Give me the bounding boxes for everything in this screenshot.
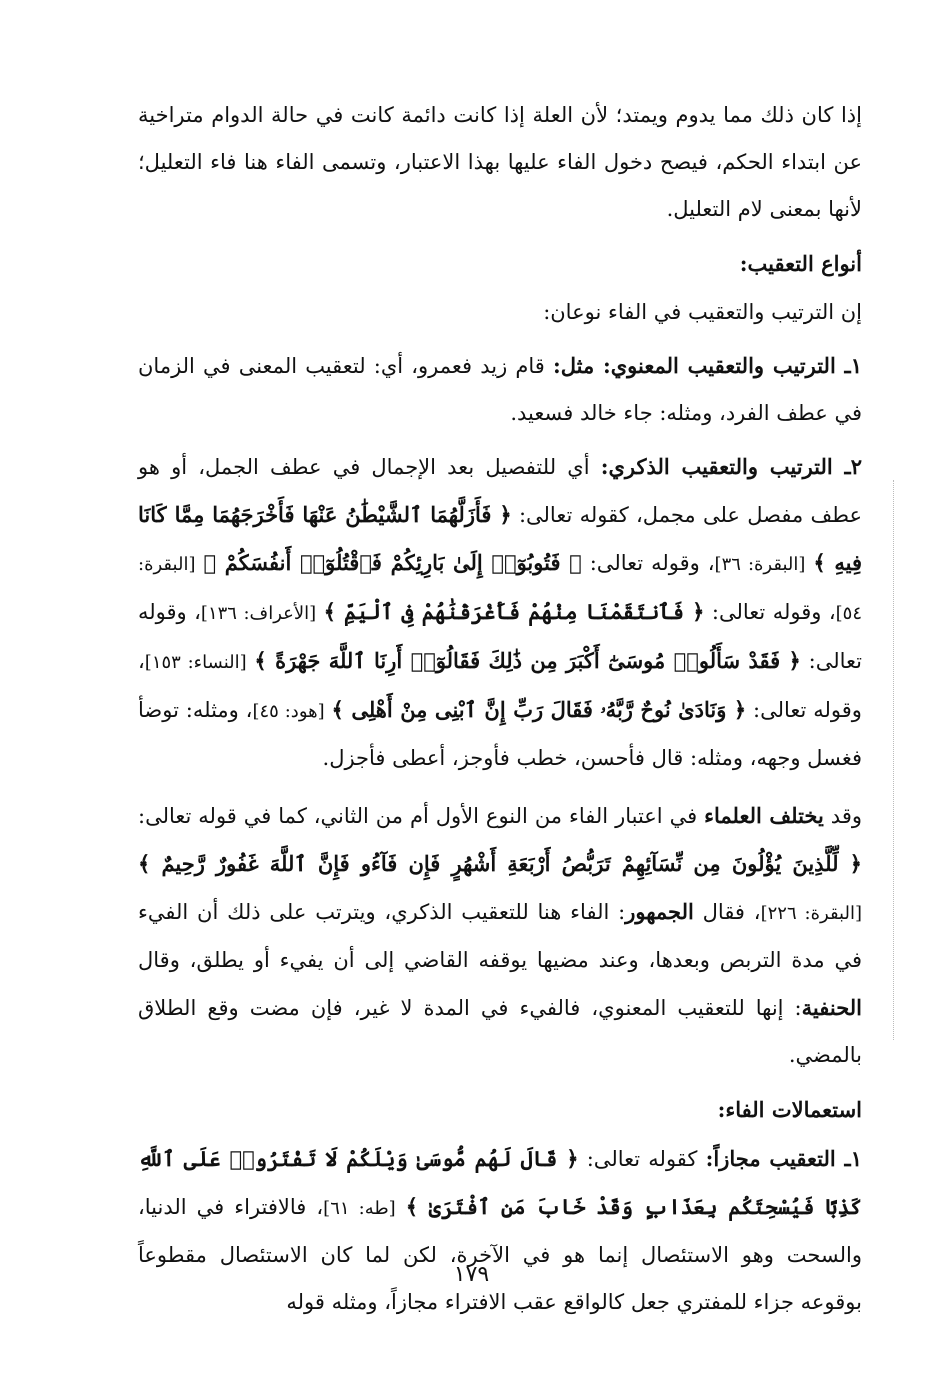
quran-verse-7: ﴿ قَالَ لَهُم مُّوسَىٰ وَيْلَكُمْ لَا تَفْتَرُوا۟ عَلَى ٱللَّهِ كَذِبًا فَيُسْحِتَكُم بِعَذَابٍ وَقَدْ خَابَ مَنِ ٱفْتَرَىٰ ﴾ xyxy=(138,1146,863,1219)
page-number: ١٧٩ xyxy=(453,1262,490,1287)
quran-verse-6: ﴿ لِّلَّذِينَ يُؤْلُونَ مِن نِّسَآئِهِمْ تَرَبُّصُ أَرْبَعَةِ أَشْهُرٍ فَإِن فَآءُو فَإِنَّ ٱللَّهَ غَفُورٌ رَّحِيمٌ ﴾ xyxy=(138,851,862,876)
verse-reference-7: [طه: ٦١] xyxy=(323,1198,396,1219)
type-item-2-text-6: ، ومثله: توضأ فغسل وجهه، ومثله: قال فأحسن، خطب فأوجز، أعطى فأجزل. xyxy=(138,698,862,770)
type-item-2-text-5: ، وقوله تعالى: xyxy=(138,649,862,722)
section-heading-uses: استعمالات الفاء: xyxy=(717,1097,862,1122)
types-lead-text: إن الترتيب والتعقيب في الفاء نوعان: xyxy=(543,300,862,324)
type-item-2-text-2: ، وقوله تعالى: xyxy=(589,551,715,575)
intro-text: إذا كان ذلك مما يدوم ويمتد؛ لأن العلة إذا كانت دائمة كانت في حالة الدوام متراخية عن ابتداء الحكم، فيصح دخول الفاء عليها بهذا الاعتبار، وتسمى الفاء هنا فاء التعليل؛ لأنها بمعنى لام التعليل. xyxy=(138,103,862,221)
scholars-bold-2: الجمهور xyxy=(625,899,694,924)
use-item-1 xyxy=(138,1135,862,1326)
type-item-2-text-1: أي للتفصيل بعد الإجمال في عطف الجمل، أو هو عطف مفصل على مجمل، كقوله تعالى: xyxy=(138,455,862,527)
intro-paragraph xyxy=(138,92,862,233)
type-item-2-text-4: ، وقوله تعالى: xyxy=(138,600,862,673)
type-item-2-text-3: ، وقوله تعالى: xyxy=(711,600,836,624)
scholars-text-5: : إنها للتعقيب المعنوي، فالفيء في المدة لا غير، فإن مضت وقع الطلاق بالمضي. xyxy=(138,996,862,1067)
scholars-text-2: في اعتبار الفاء من النوع الأول أم من الثاني، كما في قوله تعالى: xyxy=(138,804,698,828)
scholars-paragraph xyxy=(138,792,862,1079)
verse-reference-2: [البقرة: ٥٤] xyxy=(138,554,862,624)
verse-reference-5: [هود: ٤٥] xyxy=(252,701,325,722)
verse-reference-6: [البقرة: ٢٢٦] xyxy=(760,903,862,924)
margin-dotted-rule xyxy=(893,480,894,1040)
scholars-bold-1: يختلف العلماء xyxy=(704,803,824,828)
verse-reference-1: [البقرة: ٣٦] xyxy=(714,554,806,575)
quran-verse-5: ﴿ وَنَادَىٰ نُوحٌ رَّبَّهُۥ فَقَالَ رَبِّ إِنَّ ٱبْنِى مِنْ أَهْلِى ﴾ xyxy=(331,697,747,722)
scholars-text-1: وقد xyxy=(830,804,862,828)
type-item-1 xyxy=(138,342,862,437)
use-item-1-text-1: كقوله تعالى: xyxy=(586,1147,698,1171)
section-heading-types: أنواع التعقيب: xyxy=(739,251,862,276)
verse-reference-3: [الأعراف: ١٣٦] xyxy=(200,603,317,624)
use-item-1-title: ١ـ التعقيب مجازاً: xyxy=(705,1146,862,1171)
types-lead xyxy=(138,289,862,336)
scholars-bold-3: الحنفية xyxy=(801,995,862,1020)
scholars-text-3: ، فقال xyxy=(702,900,761,924)
quran-verse-2: ﴿ فَتُوبُوٓا۟ إِلَىٰ بَارِئِكُمْ فَٱقْتُلُوٓا۟ أَنفُسَكُمْ ﴾ xyxy=(203,550,582,575)
scholars-text-4: : الفاء هنا للتعقيب الذكري، ويترتب على ذلك أن الفيء في مدة التربص وبعدها، وعند مضيها يوقفه القاضي إلى أن يفيء أو يطلق، وقال xyxy=(138,900,862,972)
use-item-1-text-2: ، فالافتراء في الدنيا، والسحت وهو الاستئصال إنما هو في الآخرة، لكن لما كان الاستئصال مقطوعاً بوقوعه جزاء للمفتري جعل كالواقع عقب الافتراء مجازاً، ومثله قوله xyxy=(138,1195,862,1314)
type-item-2 xyxy=(138,443,862,782)
quran-verse-4: ﴿ فَقَدْ سَأَلُوا۟ مُوسَىٰٓ أَكْبَرَ مِن ذَٰلِكَ فَقَالُوٓا۟ أَرِنَا ٱللَّهَ جَهْرَةً ﴾ xyxy=(254,648,801,673)
quran-verse-1: ﴿ فَأَزَلَّهُمَا ٱلشَّيْطَٰنُ عَنْهَا فَأَخْرَجَهُمَا مِمَّا كَانَا فِيهِ ﴾ xyxy=(138,502,862,575)
verse-reference-4: [النساء: ١٥٣] xyxy=(144,652,247,673)
type-item-1-text: قام زيد فعمرو، أي: لتعقيب المعنى في الزمان في عطف الفرد، ومثله: جاء خالد فسعيد. xyxy=(138,354,862,425)
type-item-2-title: ٢ـ الترتيب والتعقيب الذكري: xyxy=(600,454,862,479)
quran-verse-3: ﴿ فَٱنتَقَمْنَا مِنْهُمْ فَأَغْرَقْنَٰهُمْ فِى ٱلْيَمِّ ﴾ xyxy=(323,599,705,624)
type-item-1-title: ١ـ الترتيب والتعقيب المعنوي: مثل: xyxy=(552,353,862,378)
book-page xyxy=(138,92,862,1342)
